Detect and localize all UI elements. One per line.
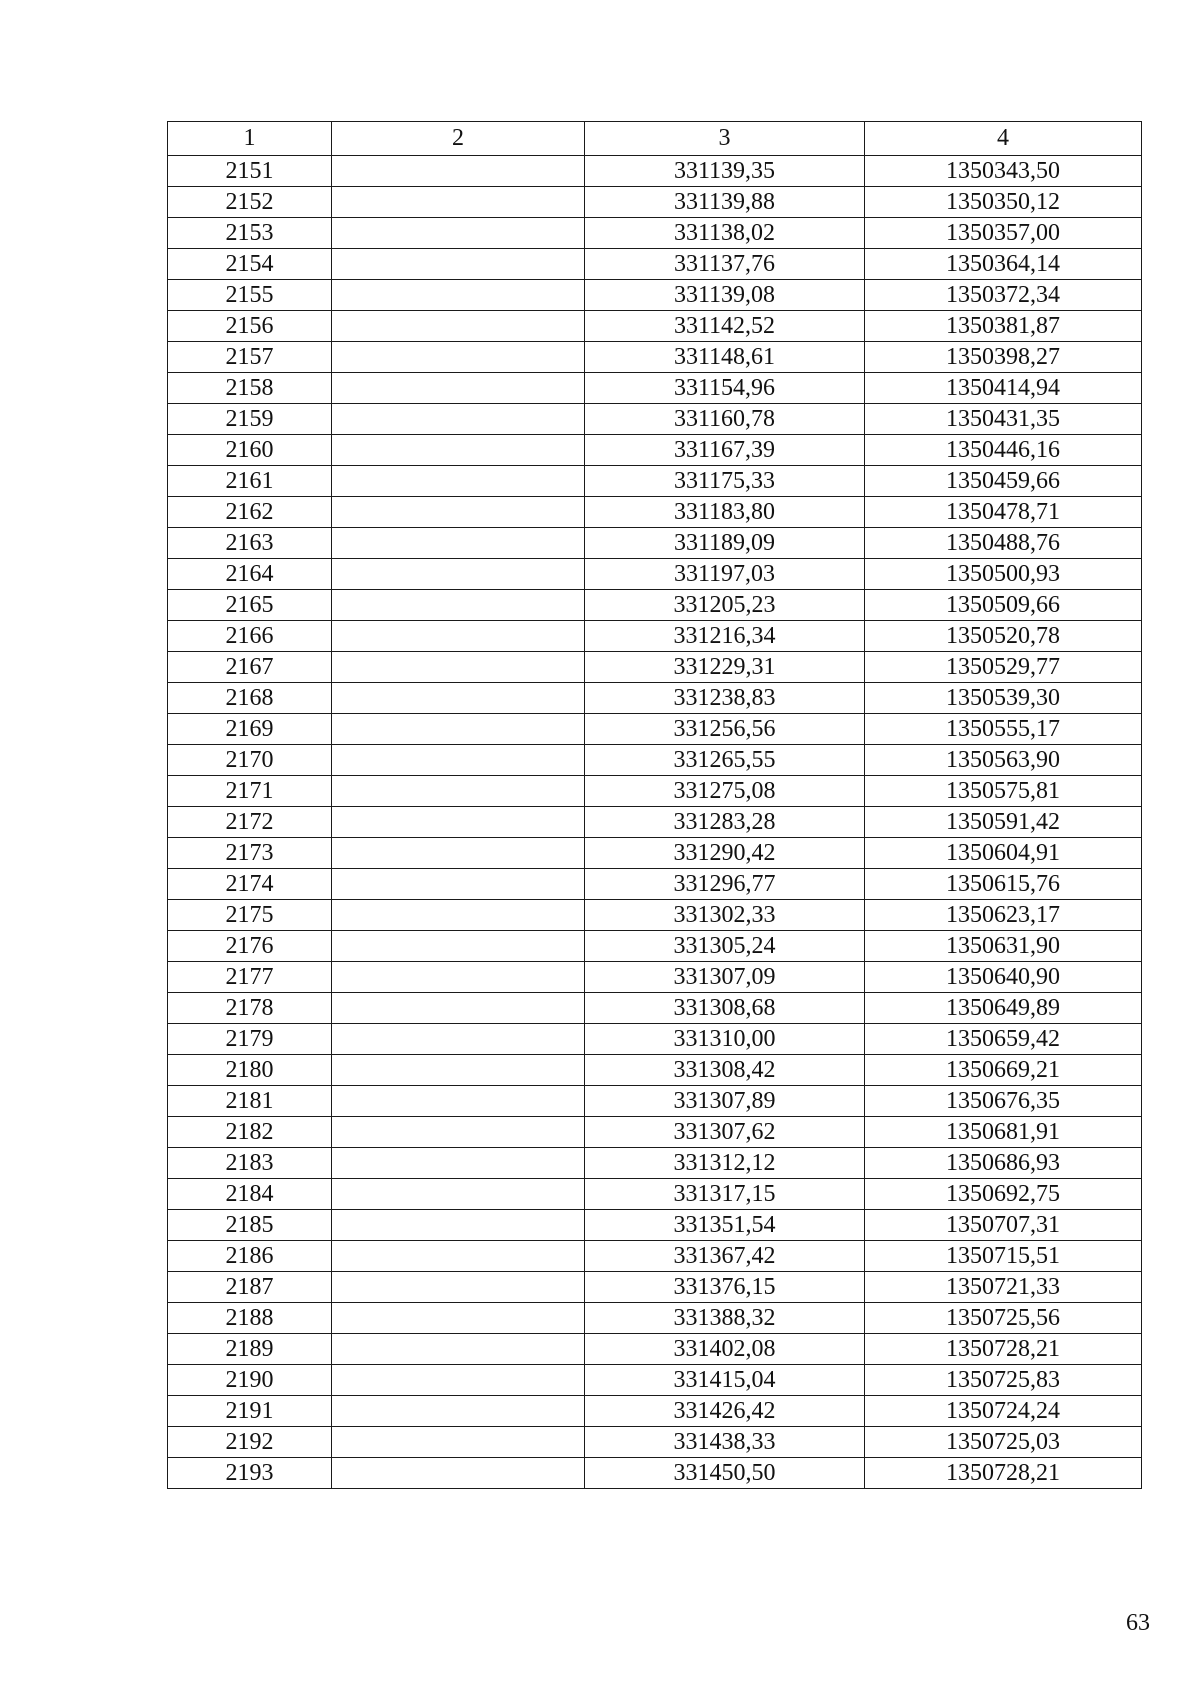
x-coordinate-cell: 331154,96	[585, 373, 865, 404]
table-row	[168, 900, 1142, 931]
point-number-cell: 2171	[168, 776, 332, 807]
table-row	[168, 218, 1142, 249]
x-coordinate-cell: 331189,09	[585, 528, 865, 559]
y-coordinate-cell: 1350555,17	[865, 714, 1142, 745]
point-number-cell: 2158	[168, 373, 332, 404]
x-coordinate-cell: 331283,28	[585, 807, 865, 838]
table-row	[168, 652, 1142, 683]
description-cell	[332, 311, 585, 342]
x-coordinate-cell: 331216,34	[585, 621, 865, 652]
table-row	[168, 683, 1142, 714]
x-coordinate-cell: 331142,52	[585, 311, 865, 342]
page-number: 63	[1126, 1610, 1150, 1636]
y-coordinate-cell: 1350623,17	[865, 900, 1142, 931]
table-row	[168, 1427, 1142, 1458]
table-row	[168, 1179, 1142, 1210]
y-coordinate-cell: 1350446,16	[865, 435, 1142, 466]
point-number-cell: 2152	[168, 187, 332, 218]
point-number-cell: 2190	[168, 1365, 332, 1396]
y-coordinate-cell: 1350539,30	[865, 683, 1142, 714]
description-cell	[332, 249, 585, 280]
y-coordinate-cell: 1350715,51	[865, 1241, 1142, 1272]
description-cell	[332, 1210, 585, 1241]
x-coordinate-cell: 331415,04	[585, 1365, 865, 1396]
description-cell	[332, 559, 585, 590]
table-row	[168, 931, 1142, 962]
y-coordinate-cell: 1350725,56	[865, 1303, 1142, 1334]
table-row	[168, 962, 1142, 993]
table-row	[168, 466, 1142, 497]
table-row	[168, 1272, 1142, 1303]
description-cell	[332, 1365, 585, 1396]
description-cell	[332, 900, 585, 931]
description-cell	[332, 1427, 585, 1458]
point-number-cell: 2166	[168, 621, 332, 652]
x-coordinate-cell: 331296,77	[585, 869, 865, 900]
y-coordinate-cell: 1350357,00	[865, 218, 1142, 249]
y-coordinate-cell: 1350692,75	[865, 1179, 1142, 1210]
point-number-cell: 2191	[168, 1396, 332, 1427]
point-number-cell: 2154	[168, 249, 332, 280]
table-row	[168, 559, 1142, 590]
x-coordinate-cell: 331307,89	[585, 1086, 865, 1117]
point-number-cell: 2160	[168, 435, 332, 466]
x-coordinate-cell: 331307,62	[585, 1117, 865, 1148]
x-coordinate-cell: 331160,78	[585, 404, 865, 435]
table-row	[168, 1303, 1142, 1334]
y-coordinate-cell: 1350414,94	[865, 373, 1142, 404]
y-coordinate-cell: 1350604,91	[865, 838, 1142, 869]
description-cell	[332, 962, 585, 993]
description-cell	[332, 497, 585, 528]
point-number-cell: 2193	[168, 1458, 332, 1489]
description-cell	[332, 652, 585, 683]
x-coordinate-cell: 331402,08	[585, 1334, 865, 1365]
y-coordinate-cell: 1350686,93	[865, 1148, 1142, 1179]
point-number-cell: 2156	[168, 311, 332, 342]
table-row	[168, 1241, 1142, 1272]
x-coordinate-cell: 331305,24	[585, 931, 865, 962]
description-cell	[332, 993, 585, 1024]
point-number-cell: 2172	[168, 807, 332, 838]
x-coordinate-cell: 331148,61	[585, 342, 865, 373]
x-coordinate-cell: 331388,32	[585, 1303, 865, 1334]
point-number-cell: 2163	[168, 528, 332, 559]
table-row	[168, 156, 1142, 187]
table-row	[168, 280, 1142, 311]
table-row	[168, 404, 1142, 435]
point-number-cell: 2159	[168, 404, 332, 435]
y-coordinate-cell: 1350659,42	[865, 1024, 1142, 1055]
x-coordinate-cell: 331256,56	[585, 714, 865, 745]
table-row	[168, 1055, 1142, 1086]
table-row	[168, 869, 1142, 900]
description-cell	[332, 1086, 585, 1117]
description-cell	[332, 1272, 585, 1303]
point-number-cell: 2177	[168, 962, 332, 993]
description-cell	[332, 1458, 585, 1489]
column-header-1: 1	[168, 122, 332, 156]
y-coordinate-cell: 1350681,91	[865, 1117, 1142, 1148]
x-coordinate-cell: 331229,31	[585, 652, 865, 683]
table-row	[168, 1117, 1142, 1148]
x-coordinate-cell: 331351,54	[585, 1210, 865, 1241]
x-coordinate-cell: 331275,08	[585, 776, 865, 807]
description-cell	[332, 404, 585, 435]
point-number-cell: 2188	[168, 1303, 332, 1334]
table-row	[168, 497, 1142, 528]
description-cell	[332, 156, 585, 187]
description-cell	[332, 869, 585, 900]
x-coordinate-cell: 331290,42	[585, 838, 865, 869]
point-number-cell: 2186	[168, 1241, 332, 1272]
column-header-2: 2	[332, 122, 585, 156]
x-coordinate-cell: 331265,55	[585, 745, 865, 776]
point-number-cell: 2170	[168, 745, 332, 776]
point-number-cell: 2181	[168, 1086, 332, 1117]
point-number-cell: 2185	[168, 1210, 332, 1241]
y-coordinate-cell: 1350676,35	[865, 1086, 1142, 1117]
point-number-cell: 2153	[168, 218, 332, 249]
y-coordinate-cell: 1350520,78	[865, 621, 1142, 652]
table-row	[168, 1365, 1142, 1396]
description-cell	[332, 280, 585, 311]
y-coordinate-cell: 1350343,50	[865, 156, 1142, 187]
x-coordinate-cell: 331167,39	[585, 435, 865, 466]
y-coordinate-cell: 1350725,83	[865, 1365, 1142, 1396]
x-coordinate-cell: 331308,68	[585, 993, 865, 1024]
y-coordinate-cell: 1350509,66	[865, 590, 1142, 621]
y-coordinate-cell: 1350707,31	[865, 1210, 1142, 1241]
y-coordinate-cell: 1350640,90	[865, 962, 1142, 993]
point-number-cell: 2184	[168, 1179, 332, 1210]
x-coordinate-cell: 331139,08	[585, 280, 865, 311]
y-coordinate-cell: 1350724,24	[865, 1396, 1142, 1427]
table-row	[168, 621, 1142, 652]
point-number-cell: 2176	[168, 931, 332, 962]
y-coordinate-cell: 1350725,03	[865, 1427, 1142, 1458]
table-row	[168, 1024, 1142, 1055]
x-coordinate-cell: 331310,00	[585, 1024, 865, 1055]
x-coordinate-cell: 331137,76	[585, 249, 865, 280]
y-coordinate-cell: 1350721,33	[865, 1272, 1142, 1303]
description-cell	[332, 838, 585, 869]
y-coordinate-cell: 1350669,21	[865, 1055, 1142, 1086]
table-row	[168, 311, 1142, 342]
y-coordinate-cell: 1350459,66	[865, 466, 1142, 497]
x-coordinate-cell: 331426,42	[585, 1396, 865, 1427]
table-row	[168, 435, 1142, 466]
point-number-cell: 2167	[168, 652, 332, 683]
x-coordinate-cell: 331139,35	[585, 156, 865, 187]
y-coordinate-cell: 1350398,27	[865, 342, 1142, 373]
table-row	[168, 1458, 1142, 1489]
table-row	[168, 1148, 1142, 1179]
table-row	[168, 838, 1142, 869]
column-header-3: 3	[585, 122, 865, 156]
table-row	[168, 745, 1142, 776]
point-number-cell: 2169	[168, 714, 332, 745]
table-row	[168, 249, 1142, 280]
description-cell	[332, 590, 585, 621]
point-number-cell: 2178	[168, 993, 332, 1024]
y-coordinate-cell: 1350728,21	[865, 1334, 1142, 1365]
description-cell	[332, 1117, 585, 1148]
y-coordinate-cell: 1350649,89	[865, 993, 1142, 1024]
table-row	[168, 1334, 1142, 1365]
description-cell	[332, 187, 585, 218]
description-cell	[332, 807, 585, 838]
description-cell	[332, 745, 585, 776]
y-coordinate-cell: 1350478,71	[865, 497, 1142, 528]
point-number-cell: 2165	[168, 590, 332, 621]
y-coordinate-cell: 1350563,90	[865, 745, 1142, 776]
point-number-cell: 2189	[168, 1334, 332, 1365]
table-row	[168, 714, 1142, 745]
table-header-row	[168, 122, 1142, 156]
table-row	[168, 807, 1142, 838]
table-row	[168, 993, 1142, 1024]
x-coordinate-cell: 331138,02	[585, 218, 865, 249]
description-cell	[332, 466, 585, 497]
x-coordinate-cell: 331183,80	[585, 497, 865, 528]
x-coordinate-cell: 331302,33	[585, 900, 865, 931]
x-coordinate-cell: 331317,15	[585, 1179, 865, 1210]
point-number-cell: 2164	[168, 559, 332, 590]
table-body	[168, 156, 1142, 1489]
x-coordinate-cell: 331197,03	[585, 559, 865, 590]
description-cell	[332, 1334, 585, 1365]
description-cell	[332, 1148, 585, 1179]
description-cell	[332, 1396, 585, 1427]
point-number-cell: 2151	[168, 156, 332, 187]
y-coordinate-cell: 1350591,42	[865, 807, 1142, 838]
x-coordinate-cell: 331175,33	[585, 466, 865, 497]
point-number-cell: 2161	[168, 466, 332, 497]
y-coordinate-cell: 1350431,35	[865, 404, 1142, 435]
table-row	[168, 187, 1142, 218]
table-row	[168, 1086, 1142, 1117]
point-number-cell: 2180	[168, 1055, 332, 1086]
point-number-cell: 2187	[168, 1272, 332, 1303]
column-header-4: 4	[865, 122, 1142, 156]
x-coordinate-cell: 331438,33	[585, 1427, 865, 1458]
point-number-cell: 2192	[168, 1427, 332, 1458]
y-coordinate-cell: 1350372,34	[865, 280, 1142, 311]
table-row	[168, 342, 1142, 373]
point-number-cell: 2162	[168, 497, 332, 528]
table-row	[168, 373, 1142, 404]
coordinates-table	[167, 121, 1142, 1489]
x-coordinate-cell: 331307,09	[585, 962, 865, 993]
point-number-cell: 2179	[168, 1024, 332, 1055]
point-number-cell: 2182	[168, 1117, 332, 1148]
x-coordinate-cell: 331450,50	[585, 1458, 865, 1489]
description-cell	[332, 373, 585, 404]
point-number-cell: 2155	[168, 280, 332, 311]
description-cell	[332, 342, 585, 373]
table-row	[168, 1210, 1142, 1241]
description-cell	[332, 1024, 585, 1055]
description-cell	[332, 1303, 585, 1334]
x-coordinate-cell: 331238,83	[585, 683, 865, 714]
y-coordinate-cell: 1350631,90	[865, 931, 1142, 962]
y-coordinate-cell: 1350364,14	[865, 249, 1142, 280]
description-cell	[332, 714, 585, 745]
x-coordinate-cell: 331308,42	[585, 1055, 865, 1086]
table-row	[168, 1396, 1142, 1427]
x-coordinate-cell: 331139,88	[585, 187, 865, 218]
table-row	[168, 590, 1142, 621]
description-cell	[332, 931, 585, 962]
description-cell	[332, 621, 585, 652]
table-row	[168, 776, 1142, 807]
description-cell	[332, 1241, 585, 1272]
x-coordinate-cell: 331376,15	[585, 1272, 865, 1303]
x-coordinate-cell: 331367,42	[585, 1241, 865, 1272]
y-coordinate-cell: 1350529,77	[865, 652, 1142, 683]
description-cell	[332, 218, 585, 249]
point-number-cell: 2175	[168, 900, 332, 931]
point-number-cell: 2168	[168, 683, 332, 714]
x-coordinate-cell: 331312,12	[585, 1148, 865, 1179]
x-coordinate-cell: 331205,23	[585, 590, 865, 621]
y-coordinate-cell: 1350615,76	[865, 869, 1142, 900]
y-coordinate-cell: 1350488,76	[865, 528, 1142, 559]
table-row	[168, 528, 1142, 559]
y-coordinate-cell: 1350350,12	[865, 187, 1142, 218]
description-cell	[332, 776, 585, 807]
point-number-cell: 2174	[168, 869, 332, 900]
y-coordinate-cell: 1350500,93	[865, 559, 1142, 590]
y-coordinate-cell: 1350728,21	[865, 1458, 1142, 1489]
description-cell	[332, 1179, 585, 1210]
point-number-cell: 2183	[168, 1148, 332, 1179]
description-cell	[332, 528, 585, 559]
y-coordinate-cell: 1350575,81	[865, 776, 1142, 807]
point-number-cell: 2173	[168, 838, 332, 869]
y-coordinate-cell: 1350381,87	[865, 311, 1142, 342]
description-cell	[332, 683, 585, 714]
description-cell	[332, 435, 585, 466]
point-number-cell: 2157	[168, 342, 332, 373]
description-cell	[332, 1055, 585, 1086]
